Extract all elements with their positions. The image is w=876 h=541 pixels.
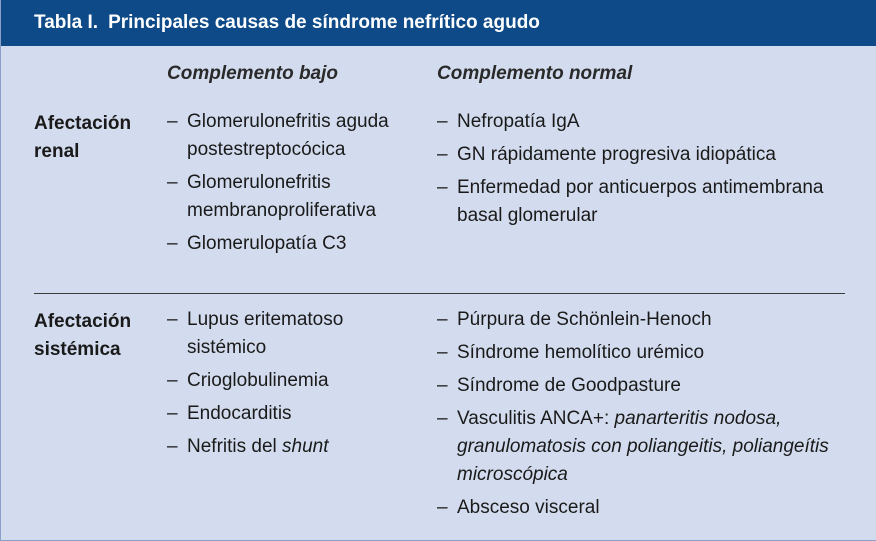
list-item [167,306,422,362]
list-item [437,306,857,334]
dash-bullet: – [167,309,178,330]
list-item [167,400,422,428]
renal-low-list [167,108,422,263]
list-item-text: Glomerulonefritis membranoproliferativa [187,172,377,221]
table-number: Tabla I. [34,12,99,33]
dash-bullet: – [437,375,448,396]
dash-bullet: – [437,497,448,518]
dash-bullet: – [437,177,448,198]
dash-bullet: – [437,342,448,363]
list-item-text: Glomerulonefritis aguda postestreptocócica [187,111,389,160]
list-item-text: Síndrome hemolítico urémico [457,342,705,363]
dash-bullet: – [167,233,178,254]
dash-bullet: – [437,408,448,429]
table-title: Principales causas de síndrome nefrítico agudo [108,12,540,33]
row-label-line: sistémica [34,339,121,360]
dash-bullet: – [167,436,178,457]
column-header-normal-complement: Complemento normal [437,63,633,84]
list-item [167,230,422,258]
list-item-text: Glomerulopatía C3 [187,233,347,254]
dash-bullet: – [167,370,178,391]
list-item-text: Enfermedad por anticuerpos antimembrana basal glomerular [457,177,824,226]
row-label-systemic [34,308,159,364]
row-label-line: renal [34,141,80,162]
dash-bullet: – [167,111,178,132]
list-item [437,141,857,169]
list-item [437,494,857,522]
list-item-italic-text: shunt [282,436,329,457]
list-item [437,372,857,400]
row-divider [34,293,845,294]
list-item-text: Nefropatía IgA [457,111,580,132]
list-item [167,433,422,461]
list-item-text: Vasculitis ANCA+: [457,408,615,429]
list-item-text: Síndrome de Goodpasture [457,375,681,396]
list-item [167,367,422,395]
list-item [437,405,857,489]
list-item [167,108,422,164]
renal-normal-list [437,108,857,235]
dash-bullet: – [437,309,448,330]
table-title-bar [1,0,876,46]
dash-bullet: – [167,172,178,193]
list-item-text: Crioglobulinemia [187,370,329,391]
list-item-text: GN rápidamente progresiva idiopática [457,144,776,165]
list-item-text: Absceso visceral [457,497,600,518]
row-label-line: Afectación [34,113,132,134]
list-item [437,174,857,230]
row-label-line: Afectación [34,311,132,332]
dash-bullet: – [437,111,448,132]
systemic-low-list [167,306,422,466]
list-item [167,169,422,225]
list-item [437,108,857,136]
column-header-low-complement: Complemento bajo [167,63,339,84]
list-item-text: Lupus eritematoso sistémico [187,309,344,358]
list-item-text: Nefritis del [187,436,283,457]
list-item-text: Endocarditis [187,403,292,424]
list-item-italic-text: panarteritis nodosa, granulomatosis con poliangeitis, poliangeítis microscópica [457,408,829,485]
dash-bullet: – [437,144,448,165]
list-item-text: Púrpura de Schönlein-Henoch [457,309,712,330]
systemic-normal-list [437,306,857,527]
row-label-renal [34,110,159,166]
list-item [437,339,857,367]
dash-bullet: – [167,403,178,424]
